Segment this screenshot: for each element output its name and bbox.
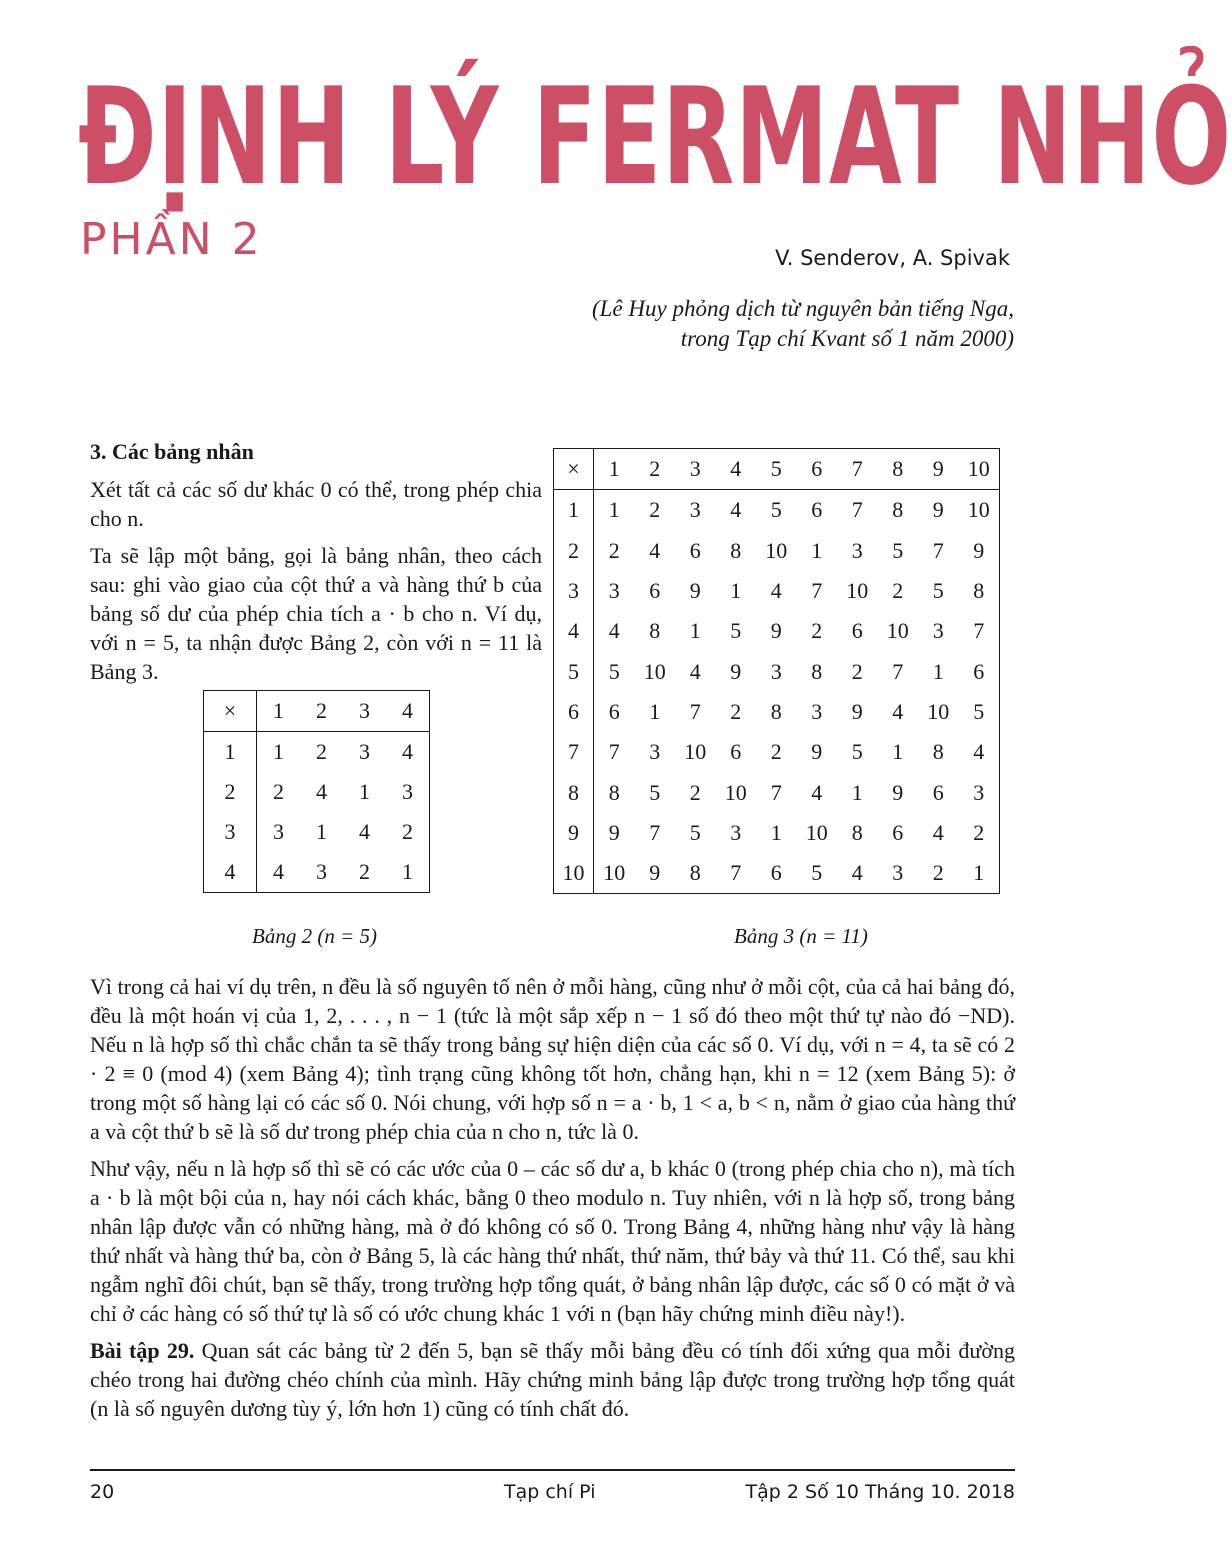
table-row: [554, 853, 1000, 894]
table-cell: 3: [649, 739, 661, 765]
table-cell: 1: [316, 819, 327, 844]
table-cell: 6: [811, 497, 823, 523]
table-cell: 4: [730, 497, 742, 523]
table-row: [204, 852, 430, 893]
table-cell: 2: [973, 819, 985, 845]
table-cell: 5: [730, 618, 742, 644]
table-cell: 10: [805, 819, 828, 845]
table-row-header: 7: [554, 732, 594, 772]
table-cell: 2: [273, 779, 284, 804]
table-row-header: 4: [204, 852, 257, 893]
table-cell: 8: [932, 739, 944, 765]
table-cell: 10: [684, 739, 707, 765]
body-paragraph-1: Vì trong cả hai ví dụ trên, n đều là số nguyên tố nên ở mỗi hàng, cũng như ở mỗi cột, của cả hai bảng đó, đều là một hoán vị của 1, 2, . . . , n − 1 (tức là một sắp xếp n − 1 số đó theo một thứ tự nào đó −ND). Nếu n là hợp số thì chắc chắn ta sẽ thấy trong bảng sự hiện diện của các số 0. Ví dụ, với n = 4, ta sẽ có 2 · 2 ≡ 0 (mod 4) (xem Bảng 4); tình trạng cũng không tốt hơn, chẳng hạn, khi n = 12 (xem Bảng 5): ở trong một số hàng lại có các số 0. Nói chung, với hợp số n = a · b, 1 < a, b < n, nằm ở giao của hàng thứ a và cột thứ b sẽ là số dư trong phép chia của n cho n, tức là 0.: [90, 974, 1015, 1144]
table-cell: 4: [770, 578, 782, 604]
table-cell: 2: [770, 739, 782, 765]
table-cell: 8: [892, 497, 904, 523]
table-cell: 3: [273, 819, 284, 844]
table-cell: 4: [608, 618, 620, 644]
table-column-header: 1: [594, 449, 635, 490]
table-cell: 6: [892, 819, 904, 845]
table-cell: 5: [811, 860, 823, 886]
table-cell: 5: [770, 497, 782, 523]
table-cell: 4: [649, 537, 661, 563]
table-cell: 1: [689, 618, 701, 644]
table-cell: 7: [973, 618, 985, 644]
table-cell: 9: [649, 860, 661, 886]
table-cell: 2: [359, 859, 370, 884]
table-cell: 4: [689, 658, 701, 684]
table-cell: 5: [649, 779, 661, 805]
table-row-header: 2: [554, 531, 594, 571]
translator-line-1: (Lê Huy phỏng dịch từ nguyên bản tiếng Nga,: [591, 296, 1014, 321]
table-header-row: [554, 449, 1000, 490]
table-cell: 1: [932, 658, 944, 684]
table-cell: 9: [932, 497, 944, 523]
table-cell: 7: [892, 658, 904, 684]
table-cell: 3: [892, 860, 904, 886]
table-cell: 3: [851, 537, 863, 563]
table-cell: 1: [973, 860, 985, 886]
table-cell: 3: [770, 658, 782, 684]
table-cell: 5: [851, 739, 863, 765]
table-cell: 9: [851, 698, 863, 724]
table-row-header: 3: [204, 812, 257, 852]
table-column-header: 1: [257, 691, 301, 732]
table-cell: 7: [811, 578, 823, 604]
table-cell: 4: [359, 819, 370, 844]
table-cell: 5: [689, 819, 701, 845]
table-cell: 4: [811, 779, 823, 805]
table-cell: 6: [851, 618, 863, 644]
table-cell: 2: [402, 819, 413, 844]
article-title: ĐỊNH LÝ FERMAT NHỎ: [78, 59, 1232, 215]
table-cell: 9: [892, 779, 904, 805]
table-row: [554, 611, 1000, 651]
table-cell: 8: [649, 618, 661, 644]
table-cell: 4: [316, 779, 327, 804]
table-cell: 2: [608, 537, 620, 563]
translator-line-2: trong Tạp chí Kvant số 1 năm 2000): [680, 326, 1014, 351]
table-row: [554, 531, 1000, 571]
table-row: [554, 692, 1000, 732]
exercise-label: Bài tập 29.: [90, 1338, 195, 1363]
table-cell: 2: [932, 860, 944, 886]
table-cell: 2: [689, 779, 701, 805]
section-paragraph-1: Xét tất cả các số dư khác 0 có thể, trong phép chia cho n.: [90, 477, 542, 531]
table-cell: 9: [811, 739, 823, 765]
table-column-header: 7: [837, 449, 878, 490]
table-cell: 7: [851, 497, 863, 523]
body-paragraph-2: Như vậy, nếu n là hợp số thì sẽ có các ước của 0 – các số dư a, b khác 0 (trong phép chia cho n), mà tích a · b là một bội của n, hay nói cách khác, bằng 0 theo modulo n. Tuy nhiên, với n là hợp số, trong bảng nhân lập được vẫn có những hàng, mà ở đó không có số 0. Trong Bảng 4, những hàng như vậy là hàng thứ nhất và hàng thứ ba, còn ở Bảng 5, là các hàng thứ nhất, thứ năm, thứ bảy và thứ 11. Có thể, sau khi ngẫm nghĩ đôi chút, bạn sẽ thấy, trong trường hợp tổng quát, ở bảng nhân lập được, các số 0 có mặt ở và chỉ ở các hàng có số thứ tự là số có ước chung khác 1 với n (bạn hãy chứng minh điều này!).: [90, 1156, 1015, 1326]
table-cell: 7: [932, 537, 944, 563]
table-cell: 7: [649, 819, 661, 845]
table-row-header: 10: [554, 853, 594, 894]
table-row-header: 1: [204, 732, 257, 773]
table-cell: 1: [608, 497, 620, 523]
table-row: [554, 651, 1000, 691]
table-cell: 4: [273, 859, 284, 884]
table-cell: 1: [402, 859, 413, 884]
table-cell: 2: [892, 578, 904, 604]
table-row: [204, 732, 430, 773]
table-cell: 8: [730, 537, 742, 563]
table-corner-cell: ×: [204, 691, 257, 732]
table-cell: 10: [886, 618, 909, 644]
table-cell: 6: [730, 739, 742, 765]
table-cell: 10: [643, 658, 666, 684]
footer-rule: [90, 1469, 1015, 1471]
table-column-header: 2: [300, 691, 343, 732]
table-row-header: 5: [554, 651, 594, 691]
table-cell: 10: [967, 497, 990, 523]
table-cell: 7: [608, 739, 620, 765]
table-cell: 9: [973, 537, 985, 563]
table-cell: 7: [770, 779, 782, 805]
table-row: [554, 732, 1000, 772]
translator-note: [494, 294, 1014, 354]
table-cell: 10: [765, 537, 788, 563]
table-cell: 2: [316, 739, 327, 764]
table-cell: 6: [649, 578, 661, 604]
journal-name: Tạp chí Pi: [504, 1481, 596, 1503]
table-row: [554, 490, 1000, 531]
multiplication-table-n5: [203, 690, 430, 893]
table-cell: 3: [608, 578, 620, 604]
table-cell: 4: [892, 698, 904, 724]
table-row: [204, 772, 430, 812]
exercise-text: Quan sát các bảng từ 2 đến 5, bạn sẽ thấy mỗi bảng đều có tính đối xứng qua mỗi đường chéo trong hai đường chéo chính của mình. Hãy chứng minh bảng lập được trong trường hợp tổng quát (n là số nguyên dương tùy ý, lớn hơn 1) cũng có tính chất đó.: [90, 1338, 1015, 1421]
table-cell: 5: [973, 698, 985, 724]
table-cell: 2: [851, 658, 863, 684]
table-cell: 10: [724, 779, 747, 805]
table-cell: 6: [770, 860, 782, 886]
table-row-header: 6: [554, 692, 594, 732]
table-cell: 3: [932, 618, 944, 644]
table-row: [554, 772, 1000, 812]
table-cell: 1: [273, 739, 284, 764]
table-cell: 10: [927, 698, 950, 724]
table-cell: 8: [689, 860, 701, 886]
page-number: 20: [90, 1481, 115, 1503]
table-cell: 1: [892, 739, 904, 765]
table-cell: 9: [608, 819, 620, 845]
table-corner-cell: ×: [554, 449, 594, 490]
table-column-header: 4: [386, 691, 430, 732]
table-cell: 8: [770, 698, 782, 724]
article-subtitle: PHẦN 2: [80, 214, 263, 265]
table-cell: 9: [770, 618, 782, 644]
table-row-header: 2: [204, 772, 257, 812]
table-cell: 1: [649, 698, 661, 724]
table-row-header: 3: [554, 571, 594, 611]
section-intro: [90, 437, 542, 694]
article-authors: V. Senderov, A. Spivak: [775, 246, 1010, 270]
table-column-header: 6: [797, 449, 838, 490]
issue-info: Tập 2 Số 10 Tháng 10. 2018: [745, 1481, 1015, 1503]
table-row: [554, 813, 1000, 853]
table-column-header: 8: [878, 449, 919, 490]
table-column-header: 9: [918, 449, 959, 490]
table-cell: 8: [811, 658, 823, 684]
table-column-header: 2: [635, 449, 676, 490]
table-cell: 4: [932, 819, 944, 845]
table-cell: 10: [603, 860, 626, 886]
table-cell: 3: [973, 779, 985, 805]
table3-caption: Bảng 3 (n = 11): [734, 924, 868, 948]
table-cell: 6: [932, 779, 944, 805]
table-cell: 10: [846, 578, 869, 604]
section-paragraph-2: Ta sẽ lập một bảng, gọi là bảng nhân, theo cách sau: ghi vào giao của cột thứ a và hàng thứ b của bảng số dư của phép chia tích a · b cho n. Ví dụ, với n = 5, ta nhận được Bảng 2, còn với n = 11 là Bảng 3.: [90, 543, 542, 684]
table-cell: 6: [973, 658, 985, 684]
table-row-header: 9: [554, 813, 594, 853]
table-column-header: 10: [959, 449, 1000, 490]
table-cell: 6: [608, 698, 620, 724]
table2-caption: Bảng 2 (n = 5): [252, 924, 377, 948]
table-column-header: 5: [756, 449, 797, 490]
table-cell: 4: [402, 739, 413, 764]
table-cell: 5: [892, 537, 904, 563]
table-row-header: 1: [554, 490, 594, 531]
table-row-header: 4: [554, 611, 594, 651]
table-cell: 9: [730, 658, 742, 684]
section-heading: 3. Các bảng nhân: [90, 439, 254, 464]
table-cell: 3: [359, 739, 370, 764]
table-cell: 8: [608, 779, 620, 805]
table-cell: 5: [608, 658, 620, 684]
table-row: [554, 571, 1000, 611]
table-cell: 3: [811, 698, 823, 724]
table-cell: 9: [689, 578, 701, 604]
table-row-header: 8: [554, 772, 594, 812]
table-cell: 1: [730, 578, 742, 604]
table-cell: 7: [730, 860, 742, 886]
table-row: [204, 812, 430, 852]
table-cell: 1: [851, 779, 863, 805]
table-column-header: 3: [343, 691, 386, 732]
table-cell: 3: [689, 497, 701, 523]
table-cell: 2: [730, 698, 742, 724]
table-cell: 1: [811, 537, 823, 563]
table-cell: 3: [402, 779, 413, 804]
table-column-header: 4: [716, 449, 757, 490]
table-cell: 4: [973, 739, 985, 765]
table-cell: 7: [689, 698, 701, 724]
exercise-paragraph: [90, 1336, 1015, 1423]
table-cell: 2: [811, 618, 823, 644]
table-cell: 1: [770, 819, 782, 845]
table-cell: 4: [851, 860, 863, 886]
table-cell: 5: [932, 578, 944, 604]
table-cell: 6: [689, 537, 701, 563]
table-cell: 1: [359, 779, 370, 804]
table-column-header: 3: [675, 449, 716, 490]
table-cell: 2: [649, 497, 661, 523]
table-cell: 3: [730, 819, 742, 845]
table-header-row: [204, 691, 430, 732]
table-cell: 3: [316, 859, 327, 884]
table-cell: 8: [851, 819, 863, 845]
table-cell: 8: [973, 578, 985, 604]
article-body: [90, 972, 1015, 1431]
multiplication-table-n11: [553, 448, 1000, 894]
